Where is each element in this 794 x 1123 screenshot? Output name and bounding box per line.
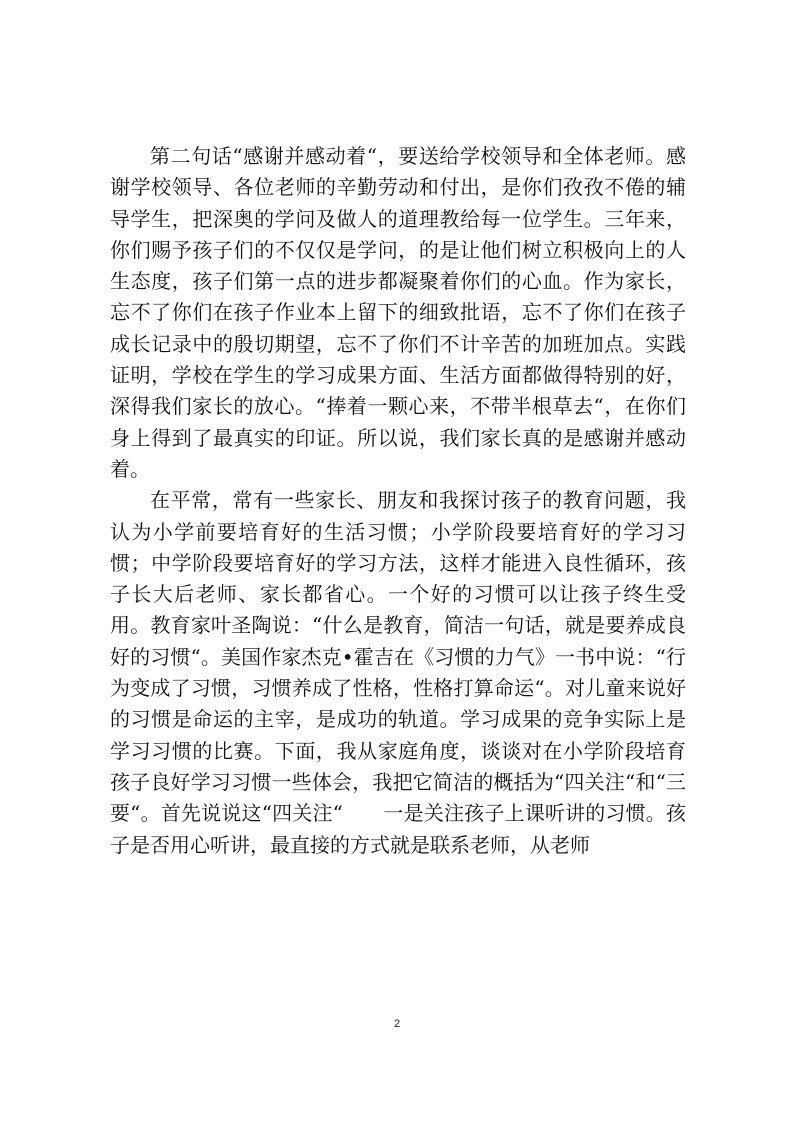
paragraph-study-habits: 在平常，常有一些家长、朋友和我探讨孩子的教育问题，我认为小学前要培育好的生活习惯；小学阶段要培育好的学习习惯；中学阶段要培育好的学习方法，这样才能进入良性循环，孩子长大后老师、家长都省心。一个好的习惯可以让孩子终生受用。教育家叶圣陶说：“什么是教育，简洁一句话，就是要养成良好的习惯“。美国作家杰克•霍吉在《习惯的力气》一书中说：“行为变成了习惯，习惯养成了性格，性格打算命运“。对儿童来说好的习惯是命运的主宰，是成功的轨道。学习成果的竞争实际上是学习习惯的比赛。下面，我从家庭角度，谈谈对在小学阶段培育孩子良好学习习惯一些体会，我把它简洁的概括为“四关注“和“三要“。首先说说这“四关注“ 一是关注孩子上课听讲的习惯。孩子是否用心听讲，最直接的方式就是联系老师，从老师 — [110, 488, 686, 857]
paragraph-thanks-teachers: 第二句话“感谢并感动着“，要送给学校领导和全体老师。感谢学校领导、各位老师的辛勤劳动和付出，是你们孜孜不倦的辅导学生，把深奥的学问及做人的道理教给每一位学生。三年来，你们赐予孩子们的不仅仅是学问，的是让他们树立积极向上的人生态度，孩子们第一点的进步都凝聚着你们的心血。作为家长，忘不了你们在孩子作业本上留下的细致批语，忘不了你们在孩子成长记录中的殷切期望，忘不了你们不计辛苦的加班加点。实践证明，学校在学生的学习成果方面、生活方面都做得特别的好，深得我们家长的放心。“捧着一颗心来，不带半根草去“，在你们身上得到了最真实的印证。所以说，我们家长真的是感谢并感动着。 — [110, 144, 686, 481]
page-number: 2 — [393, 1018, 401, 1030]
body-text — [110, 141, 686, 861]
